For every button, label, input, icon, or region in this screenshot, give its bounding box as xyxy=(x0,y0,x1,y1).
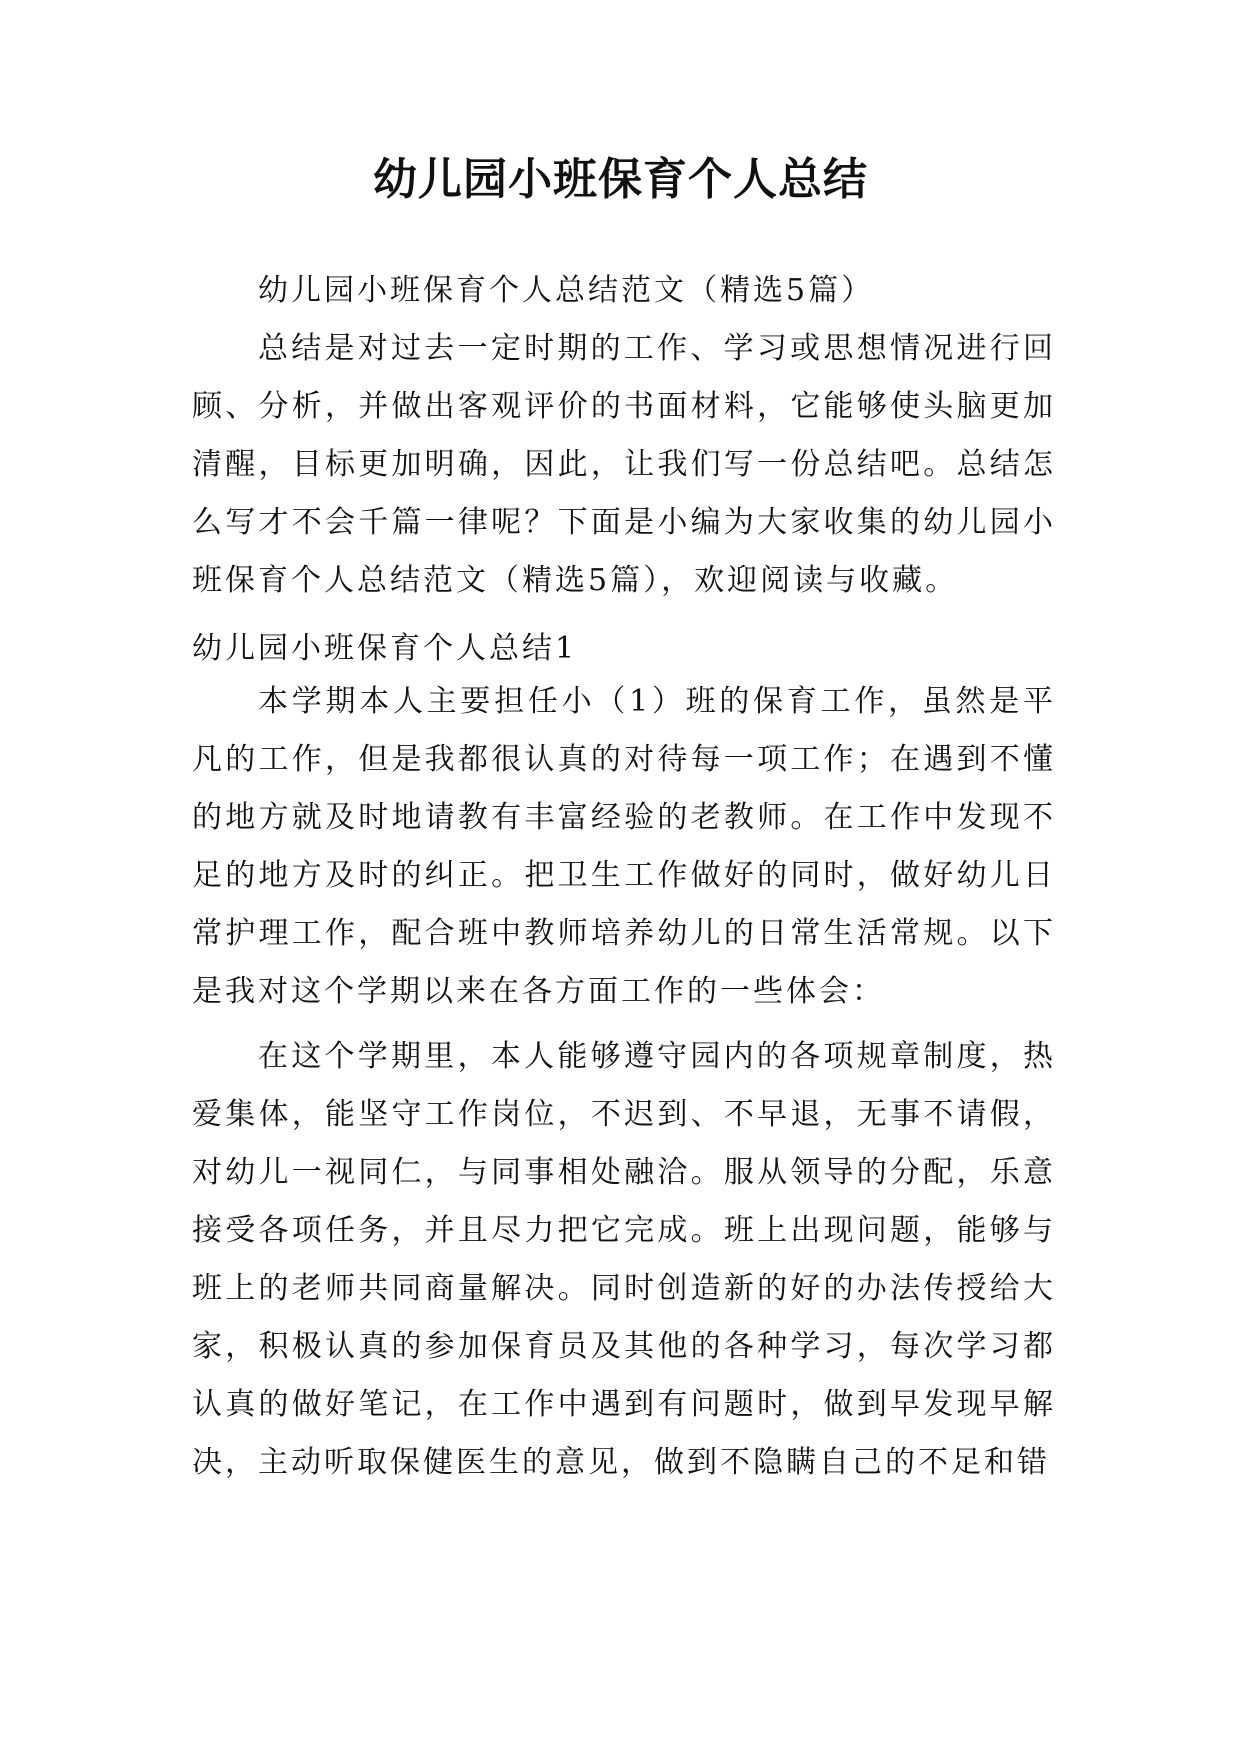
document-title: 幼儿园小班保育个人总结 xyxy=(373,154,868,205)
section-heading-1: 幼儿园小班保育个人总结1 xyxy=(192,631,578,666)
section-1-paragraph-1: 本学期本人主要担任小（1）班的保育工作，虽然是平凡的工作，但是我都很认真的对待每一项工作；在遇到不懂的地方就及时地请教有丰富经验的老教师。在工作中发现不足的地方及时的纠正。把卫生工作做好的同时，做好幼儿日常护理工作，配合班中教师培养幼儿的日常生活常规。以下是我对这个学期以来在各方面工作的一些体会： xyxy=(192,684,1056,1009)
subtitle-line: 幼儿园小班保育个人总结范文（精选5篇） xyxy=(258,273,875,308)
section-1-paragraph-2: 在这个学期里，本人能够遵守园内的各项规章制度，热爱集体，能坚守工作岗位，不迟到、不早退，无事不请假，对幼儿一视同仁，与同事相处融洽。服从领导的分配，乐意接受各项任务，并且尽力把它完成。班上出现问题，能够与班上的老师共同商量解决。同时创造新的好的办法传授给大家，积极认真的参加保育员及其他的各种学习，每次学习都认真的做好笔记，在工作中遇到有问题时，做到早发现早解决，主动听取保健医生的意见，做到不隐瞒自己的不足和错 xyxy=(192,1039,1056,1480)
intro-paragraph: 总结是对过去一定时期的工作、学习或思想情况进行回顾、分析，并做出客观评价的书面材料，它能够使头脑更加清醒，目标更加明确，因此，让我们写一份总结吧。总结怎么写才不会千篇一律呢？下面是小编为大家收集的幼儿园小班保育个人总结范文（精选5篇），欢迎阅读与收藏。 xyxy=(192,331,1056,598)
